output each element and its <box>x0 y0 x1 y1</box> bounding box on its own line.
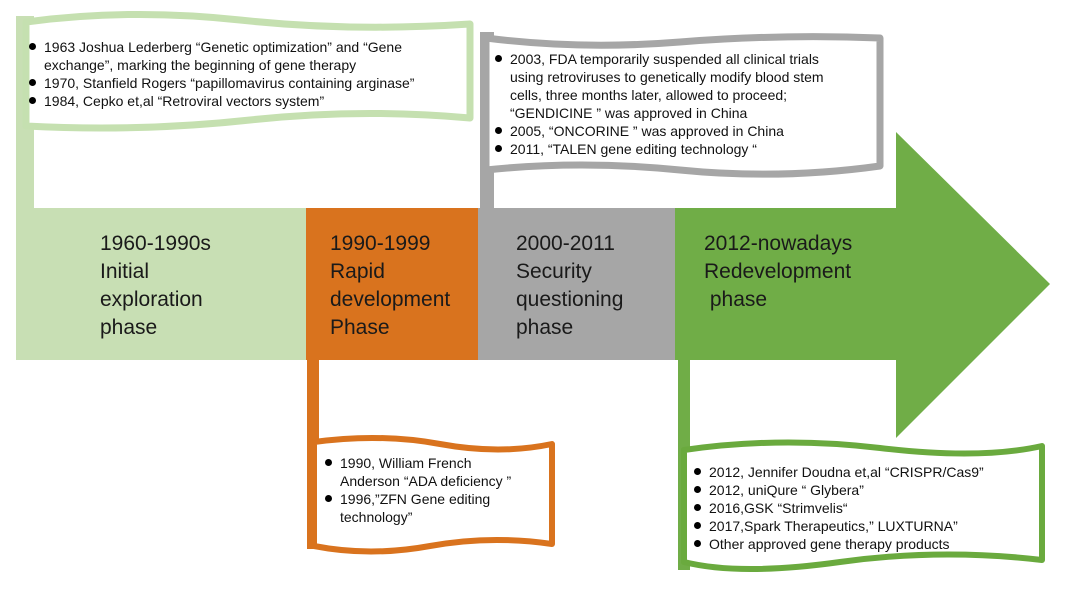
phase-2-name-line: Rapid <box>330 260 385 283</box>
event-text-line: 2012, uniQure “ Glybera” <box>709 482 864 498</box>
event-text-line: cells, three months later, allowed to proceed; <box>510 87 788 103</box>
phase-4-events <box>692 463 1037 553</box>
phase-2-name-line: development <box>330 288 451 311</box>
event-item <box>493 122 875 140</box>
event-text-line: 2003, FDA temporarily suspended all clinical trials <box>510 51 819 67</box>
phase-2-name-line: Phase <box>330 316 390 339</box>
phase-4-name-line: Redevelopment <box>704 260 852 283</box>
phase-2-period: 1990-1999 <box>330 232 431 255</box>
event-text-line: 1990, William French <box>340 455 472 471</box>
event-text-line: “GENDICINE ” was approved in China <box>510 105 748 121</box>
phase-3-name-line: questioning <box>516 288 624 311</box>
event-item <box>692 517 1037 535</box>
event-item <box>493 140 875 158</box>
event-item <box>692 463 1037 481</box>
event-text-line: using retroviruses to genetically modify blood stem <box>510 69 824 85</box>
phase-3-period: 2000-2011 <box>516 232 615 255</box>
event-item <box>692 535 1037 553</box>
event-item <box>27 74 467 92</box>
event-text-line: 1996,”ZFN Gene editing <box>340 491 491 507</box>
event-item <box>27 92 467 110</box>
event-text-line: 1984, Cepko et,al “Retroviral vectors system” <box>44 93 325 109</box>
event-item <box>27 38 467 74</box>
event-text-line: Other approved gene therapy products <box>709 536 950 552</box>
phase-4-label <box>704 230 852 314</box>
event-item <box>692 499 1037 517</box>
event-item <box>323 490 551 526</box>
event-text-line: 1970, Stanfield Rogers “papillomavirus containing arginase” <box>44 75 415 91</box>
phase-1-period: 1960-1990s <box>100 232 211 255</box>
phase-3-name-line: phase <box>516 316 574 339</box>
phase-4-period: 2012-nowadays <box>704 232 853 255</box>
phase-2-label <box>330 230 450 342</box>
event-text-line: 1963 Joshua Lederberg “Genetic optimization” and “Gene <box>44 39 402 55</box>
event-text-line: 2017,Spark Therapeutics,” LUXTURNA” <box>709 518 958 534</box>
phase-1-events <box>27 38 467 110</box>
phase-3-name-line: Security <box>516 260 592 283</box>
phase-1-name-line: phase <box>100 316 158 339</box>
phase-1-name-line: exploration <box>100 288 203 311</box>
phase-1-name-line: Initial <box>100 260 150 283</box>
phase-4-name-line: phase <box>704 288 768 311</box>
event-item <box>493 50 875 122</box>
event-item <box>323 454 551 490</box>
event-text-line: exchange”, marking the beginning of gene therapy <box>44 57 357 73</box>
phase-1-label <box>100 230 211 342</box>
event-text-line: Anderson “ADA deficiency ” <box>340 473 512 489</box>
event-item <box>692 481 1037 499</box>
event-text-line: 2012, Jennifer Doudna et,al “CRISPR/Cas9” <box>709 464 984 480</box>
event-text-line: technology” <box>340 509 413 525</box>
phase-2-events <box>323 454 551 526</box>
event-text-line: 2011, “TALEN gene editing technology “ <box>510 141 757 157</box>
phase-3-label <box>516 230 623 342</box>
event-text-line: 2005, “ONCORINE ” was approved in China <box>510 123 784 139</box>
event-text-line: 2016,GSK “Strimvelis“ <box>709 500 848 516</box>
phase-3-events <box>493 50 875 158</box>
